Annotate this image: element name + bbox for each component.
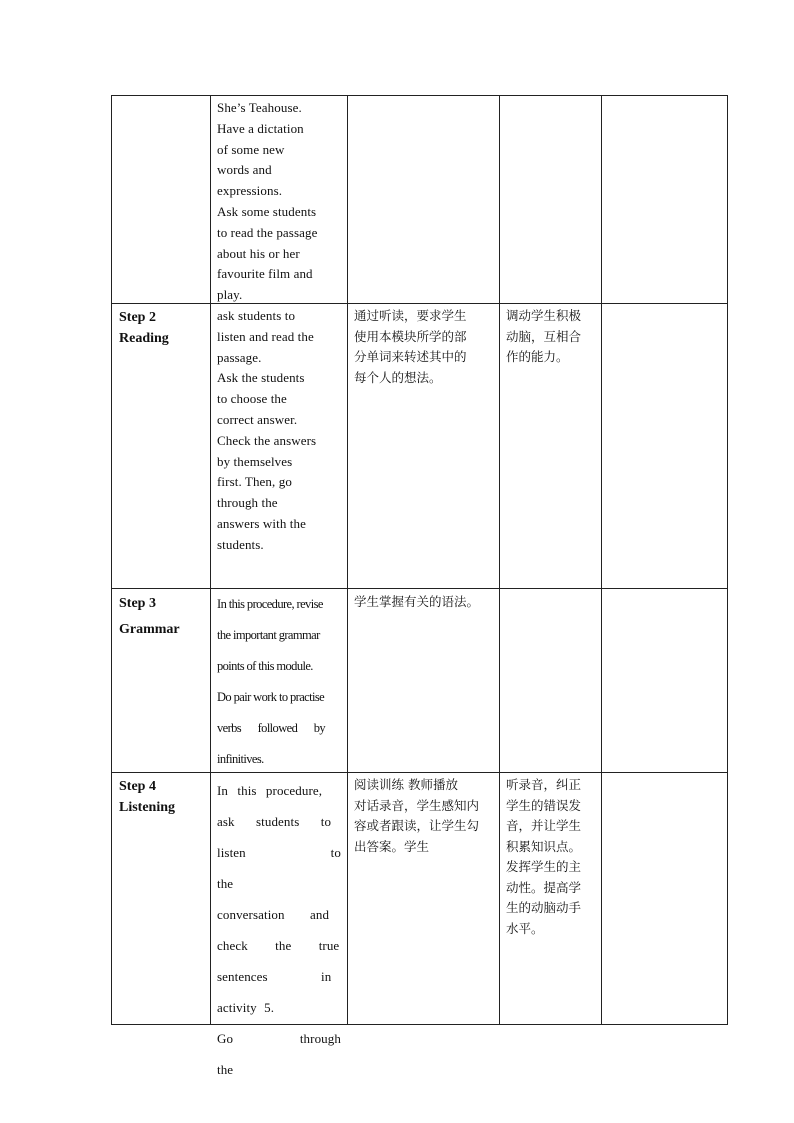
activity-cell [211, 304, 348, 589]
purpose-line: 容或者跟读，让学生勾 [354, 818, 480, 833]
design-cell [500, 589, 602, 773]
notes-cell [602, 589, 728, 773]
activity-line: through the [217, 495, 278, 511]
activity-line: activity 5. [217, 1000, 275, 1015]
activity-line: first. Then, go [217, 474, 292, 490]
design-cell [500, 304, 602, 589]
design-line: 调动学生积极 [506, 308, 582, 323]
table-row [112, 589, 728, 773]
design-line: 听录音，纠正 [506, 777, 582, 792]
purpose-line: 使用本模块所学的部 [354, 328, 467, 344]
activity-line: correct answer. [217, 411, 298, 427]
activity-line: to read the passage [217, 224, 318, 240]
activity-cell [211, 589, 348, 773]
purpose-cell [348, 304, 500, 589]
activity-line: expressions. [217, 183, 283, 199]
purpose-line: 每个人的想法。 [354, 369, 442, 385]
activity-line: In this procedure, revise [217, 597, 323, 611]
step-cell [112, 96, 211, 304]
activity-line: Go through the [217, 1031, 341, 1077]
step-cell [112, 589, 211, 773]
activity-line: favourite film and [217, 266, 313, 282]
table-row [112, 96, 728, 304]
activity-cell [211, 773, 348, 1077]
activity-line: Ask some students [217, 203, 317, 219]
step-number: Step 4 [119, 779, 156, 794]
activity-line: sentences in [217, 969, 332, 984]
step-title: Grammar [119, 622, 180, 637]
purpose-line: 分单词来转述其中的 [354, 349, 467, 364]
activity-line: of some new [217, 141, 285, 157]
activity-line: Ask the students [217, 370, 305, 386]
design-cell [500, 773, 602, 1025]
activity-line: passage. [217, 349, 262, 365]
design-line: 作的能力。 [506, 349, 569, 364]
activity-line: Do pair work to practise [217, 690, 325, 704]
purpose-line: 阅读训练 教师播放 [354, 777, 458, 792]
notes-cell [602, 96, 728, 304]
activity-cell [211, 96, 348, 304]
activity-line: about his or her [217, 245, 300, 261]
activity-line: listen and read the [217, 328, 314, 344]
purpose-line: 出答案。学生 [354, 838, 430, 854]
lesson-plan-table [111, 95, 728, 1077]
activity-line: words and [217, 162, 272, 178]
activity-line: ask students to [217, 308, 296, 323]
notes-cell [602, 304, 728, 589]
step-number: Step 2 [119, 310, 156, 325]
activity-line: listen to the [217, 845, 341, 891]
activity-line: to choose the [217, 391, 287, 407]
activity-line: verbs followed by [217, 721, 326, 735]
step-number: Step 3 [119, 596, 156, 611]
purpose-line: 学生掌握有关的语法。 [354, 594, 480, 609]
purpose-line: 通过听读，要求学生 [354, 308, 467, 323]
activity-line: play. [217, 287, 243, 303]
activity-line: She’s Teahouse. [217, 100, 302, 115]
activity-line: Check the answers [217, 432, 317, 448]
design-line: 生的动脑动手 [506, 900, 582, 915]
design-line: 学生的错误发 [506, 797, 582, 813]
step-cell [112, 304, 211, 589]
activity-line: check the true [217, 938, 340, 953]
purpose-cell [348, 773, 500, 1025]
design-line: 动性。提高学 [506, 879, 582, 895]
purpose-cell [348, 589, 500, 773]
purpose-line: 对话录音，学生感知内 [354, 797, 480, 813]
activity-line: ask students to [217, 814, 332, 829]
step-title: Listening [119, 800, 176, 815]
design-cell [500, 96, 602, 304]
design-line: 水平。 [506, 920, 544, 936]
activity-line: In this procedure, [217, 783, 323, 798]
activity-line: Have a dictation [217, 120, 304, 136]
activity-line: conversation and [217, 907, 330, 922]
step-cell [112, 773, 211, 1025]
activity-line: students. [217, 536, 264, 552]
design-line: 积累知识点。 [506, 838, 582, 854]
activity-line: the important grammar [217, 628, 320, 642]
design-line: 动脑，互相合 [506, 328, 582, 344]
design-line: 发挥学生的主 [506, 859, 582, 874]
design-line: 音，并让学生 [506, 818, 582, 833]
purpose-cell [348, 96, 500, 304]
notes-cell [602, 773, 728, 1025]
table-row [112, 773, 728, 1077]
activity-line: points of this module. [217, 659, 313, 673]
activity-line: answers with the [217, 515, 306, 531]
table-row [112, 304, 728, 589]
activity-line: infinitives. [217, 752, 264, 766]
activity-line: by themselves [217, 453, 293, 469]
step-title: Reading [119, 331, 169, 346]
